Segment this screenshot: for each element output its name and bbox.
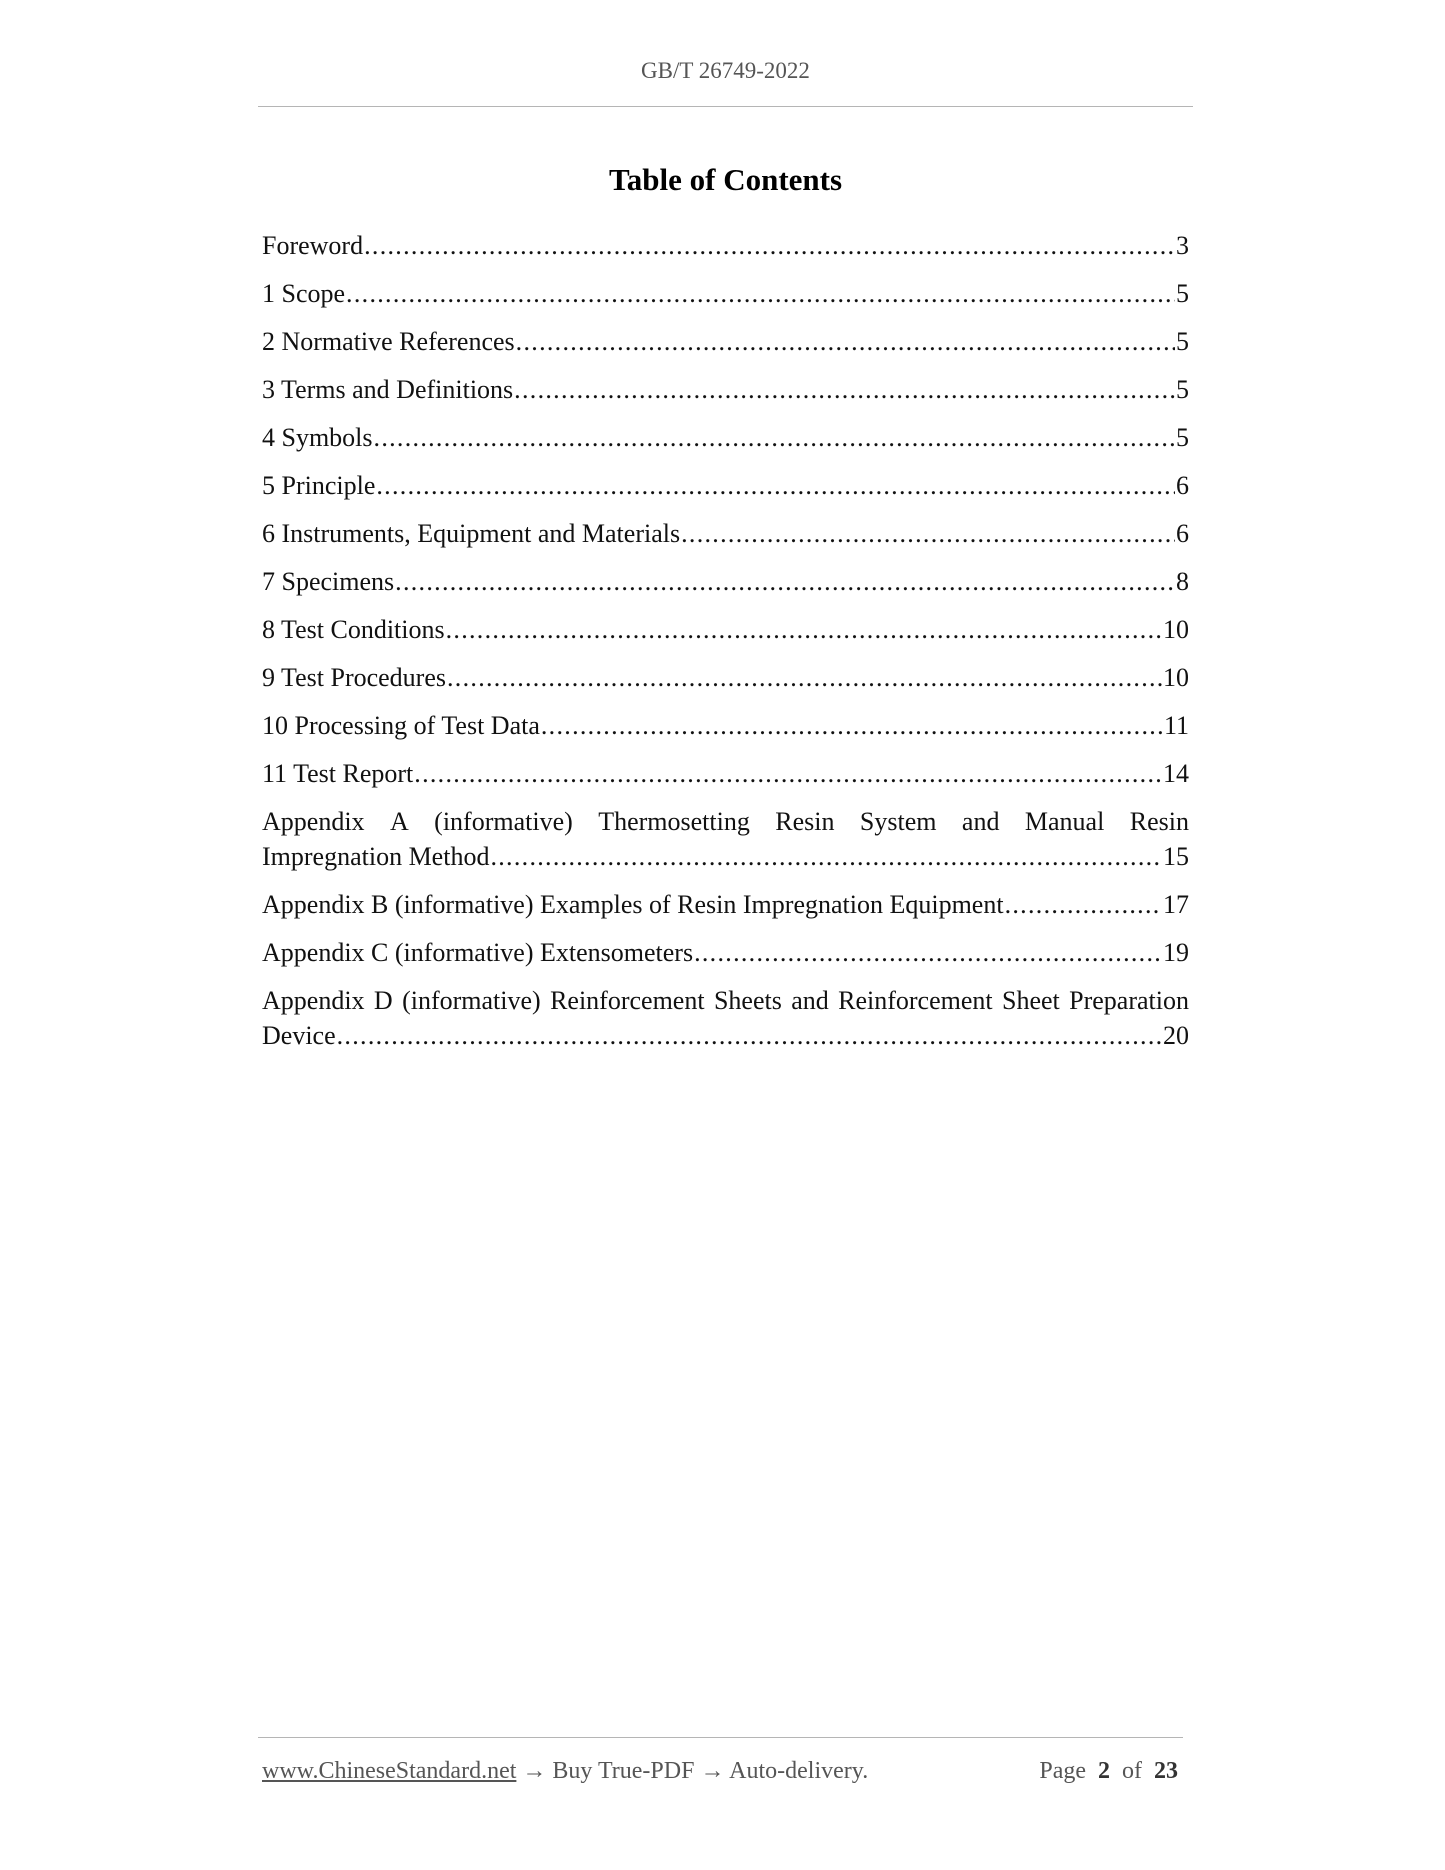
toc-entry-appendix-a[interactable] — [262, 804, 1189, 874]
footer-divider — [258, 1737, 1183, 1738]
toc-entry-label: 4 Symbols — [262, 423, 373, 452]
toc-dot-leader — [1005, 887, 1162, 922]
toc-word: Resin — [775, 807, 835, 836]
toc-entry[interactable] — [262, 324, 1189, 359]
page-word: Page — [1039, 1758, 1086, 1784]
toc-dot-leader — [395, 564, 1175, 599]
arrow-right-icon: → — [522, 1758, 547, 1784]
of-word: of — [1122, 1758, 1142, 1784]
toc-entry-appendix-a-second-line — [262, 839, 1189, 874]
toc-dot-leader — [447, 660, 1162, 695]
toc-dot-leader — [374, 420, 1175, 455]
toc-dot-leader — [681, 516, 1175, 551]
toc-entry[interactable] — [262, 756, 1189, 791]
toc-entry-label: Appendix B (informative) Examples of Resin Impregnation Equipment — [262, 890, 1004, 919]
toc-word: and — [961, 807, 1000, 836]
toc-word: A — [389, 807, 409, 836]
toc-entry-label: Device — [262, 1021, 336, 1050]
toc-dot-leader — [694, 935, 1162, 970]
toc-word: Appendix — [262, 807, 365, 836]
toc-entry[interactable] — [262, 612, 1189, 647]
toc-entry[interactable] — [262, 276, 1189, 311]
toc-entry[interactable] — [262, 228, 1189, 263]
toc-word: and — [791, 986, 829, 1015]
table-of-contents — [262, 228, 1189, 1066]
toc-entry-page: 14 — [1163, 759, 1189, 788]
toc-entry-page: 20 — [1163, 1021, 1189, 1050]
toc-entry-page: 6 — [1176, 471, 1189, 500]
toc-entry-label: 2 Normative References — [262, 327, 515, 356]
toc-entry-label: 5 Principle — [262, 471, 376, 500]
toc-dot-leader — [376, 468, 1175, 503]
toc-entry[interactable] — [262, 372, 1189, 407]
buy-text: Buy True-PDF — [552, 1758, 695, 1784]
toc-word: D — [373, 986, 393, 1015]
toc-entry-label: 7 Specimens — [262, 567, 395, 596]
toc-entry[interactable] — [262, 708, 1189, 743]
toc-entry[interactable] — [262, 660, 1189, 695]
footer-promo — [262, 1758, 868, 1785]
arrow-right-icon: → — [700, 1758, 725, 1784]
toc-word: Reinforcement — [550, 986, 705, 1015]
toc-entry-label: 9 Test Procedures — [262, 663, 446, 692]
toc-dot-leader — [364, 228, 1175, 263]
toc-entry-page: 15 — [1163, 842, 1189, 871]
toc-entry-appendix-a-first-line — [262, 804, 1189, 839]
delivery-text: Auto-delivery. — [729, 1758, 869, 1784]
page-header: GB/T 26749-2022 — [641, 58, 810, 83]
toc-entry-label: 11 Test Report — [262, 759, 414, 788]
toc-word: Resin — [1129, 807, 1189, 836]
toc-entry-label: Impregnation Method — [262, 842, 490, 871]
toc-entry-label: 3 Terms and Definitions — [262, 375, 514, 404]
page-number — [1039, 1758, 1178, 1785]
toc-entry-page: 6 — [1176, 519, 1189, 548]
toc-entry[interactable] — [262, 468, 1189, 503]
toc-dot-leader — [514, 372, 1175, 407]
toc-entry-appendix-b[interactable] — [262, 887, 1189, 922]
toc-entry-label: 6 Instruments, Equipment and Materials — [262, 519, 681, 548]
toc-dot-leader — [541, 708, 1163, 743]
toc-entry[interactable] — [262, 420, 1189, 455]
page-current: 2 — [1098, 1758, 1110, 1784]
toc-word: Sheet — [1002, 986, 1060, 1015]
toc-simple-entries — [262, 228, 1189, 791]
toc-dot-leader — [446, 612, 1162, 647]
toc-entry-page: 8 — [1176, 567, 1189, 596]
toc-entry-label: Foreword — [262, 231, 364, 260]
toc-entry-appendix-d-second-line — [262, 1018, 1189, 1053]
toc-title: Table of Contents — [608, 162, 843, 197]
toc-entry[interactable] — [262, 564, 1189, 599]
toc-word: (informative) — [402, 986, 541, 1015]
toc-word: Appendix — [262, 986, 365, 1015]
toc-dot-leader — [516, 324, 1175, 359]
toc-entry-page: 10 — [1163, 615, 1189, 644]
toc-entry-appendix-d-first-line — [262, 983, 1189, 1018]
toc-word: Preparation — [1069, 986, 1189, 1015]
toc-entry-label: Appendix C (informative) Extensometers — [262, 938, 694, 967]
toc-entry-label: 10 Processing of Test Data — [262, 711, 540, 740]
toc-entry-page: 3 — [1176, 231, 1189, 260]
toc-dot-leader — [346, 276, 1175, 311]
toc-entry-page: 11 — [1163, 711, 1189, 740]
header-divider — [258, 106, 1193, 107]
toc-word: Reinforcement — [838, 986, 993, 1015]
toc-word: Sheets — [713, 986, 782, 1015]
toc-dot-leader — [337, 1018, 1162, 1053]
toc-entry-label: 1 Scope — [262, 279, 346, 308]
toc-entry-page: 10 — [1163, 663, 1189, 692]
toc-word: Manual — [1024, 807, 1105, 836]
toc-entry-page: 5 — [1176, 375, 1189, 404]
toc-entry-label: 8 Test Conditions — [262, 615, 445, 644]
toc-entry-page: 5 — [1176, 423, 1189, 452]
toc-word: (informative) — [434, 807, 573, 836]
toc-entry-page: 5 — [1176, 279, 1189, 308]
toc-dot-leader — [490, 839, 1162, 874]
toc-entry-page: 17 — [1163, 890, 1189, 919]
toc-entry-appendix-c[interactable] — [262, 935, 1189, 970]
page-total: 23 — [1154, 1758, 1178, 1784]
toc-dot-leader — [414, 756, 1162, 791]
toc-entry[interactable] — [262, 516, 1189, 551]
toc-entry-page: 5 — [1176, 327, 1189, 356]
toc-entry-page: 19 — [1163, 938, 1189, 967]
site-link[interactable]: www.ChineseStandard.net — [262, 1758, 517, 1784]
toc-word: System — [859, 807, 937, 836]
toc-word: Thermosetting — [598, 807, 750, 836]
toc-entry-appendix-d[interactable] — [262, 983, 1189, 1053]
